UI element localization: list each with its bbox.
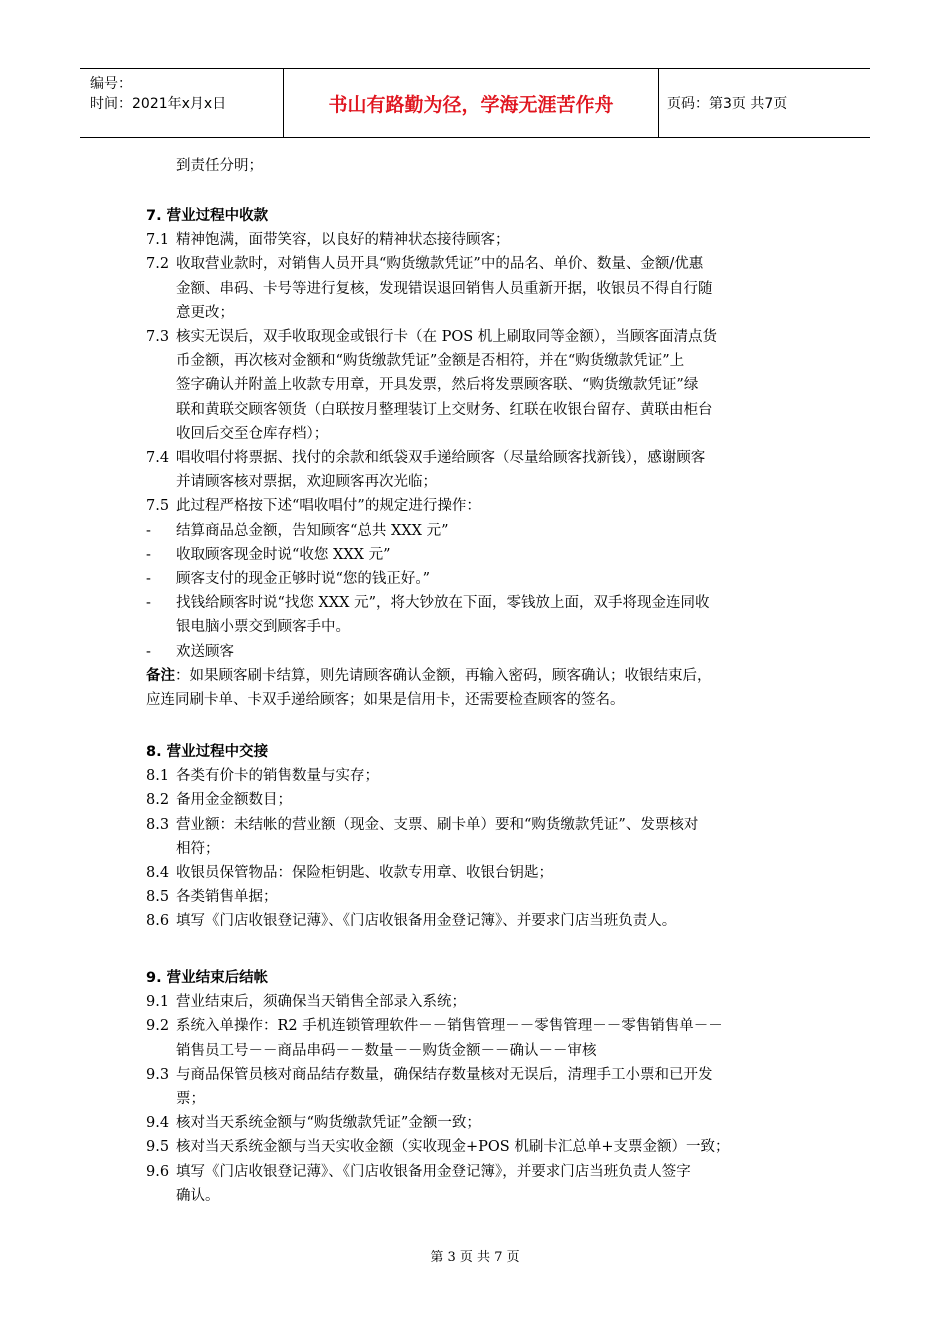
header-motto: 书山有路勤为径，学海无涯苦作舟 xyxy=(284,69,659,137)
doc-time-label: 时间：2021年x月x日 xyxy=(90,96,227,112)
section-title: 9. 营业结束后结帐 xyxy=(146,970,269,986)
header-page-number: 页码：第3页 共7页 xyxy=(667,96,788,112)
item-text-line: 填写《门店收银登记薄》、《门店收银备用金登记簿》，并要求门店当班负责人签字 xyxy=(176,1163,691,1180)
item-text-line: 联和黄联交顾客领货（白联按月整理装订上交财务、红联在收银台留存、黄联由柜台 xyxy=(176,401,713,418)
item-text-line: 票； xyxy=(176,1091,205,1107)
item-number: 8.1 xyxy=(146,768,170,785)
section-title: 7. 营业过程中收款 xyxy=(146,208,269,224)
item-text-line: 系统入单操作：R2 手机连锁管理软件－－销售管理－－零售管理－－零售销售单－－ xyxy=(176,1018,723,1035)
item-text-line: 收回后交至仓库存档）； xyxy=(176,425,329,442)
item-number: 8.3 xyxy=(146,816,170,833)
header-info-cell xyxy=(80,69,284,137)
item-text-line: 填写《门店收银登记薄》、《门店收银备用金登记簿》、并要求门店当班负责人。 xyxy=(176,913,677,930)
note-line: 应连同刷卡单、卡双手递给顾客；如果是信用卡，还需要检查顾客的签名。 xyxy=(146,692,625,708)
page-header xyxy=(80,68,870,138)
item-text-line: 确认。 xyxy=(176,1187,220,1204)
item-text-line: 收取顾客现金时说“收您 XXX 元” xyxy=(176,546,391,563)
section-title: 8. 营业过程中交接 xyxy=(146,744,269,760)
item-number: 7.5 xyxy=(146,498,170,515)
item-text-line: 精神饱满，面带笑容，以良好的精神状态接待顾客； xyxy=(176,232,510,249)
note-label: 备注 xyxy=(146,666,175,684)
item-text-line: 各类有价卡的销售数量与实存； xyxy=(176,768,379,785)
item-number: 9.4 xyxy=(146,1115,170,1132)
item-text-line: 收取营业款时，对销售人员开具“购货缴款凭证”中的品名、单价、数量、金额/优惠 xyxy=(176,256,704,273)
item-number: 9.3 xyxy=(146,1066,170,1083)
item-text-line: 备用金金额数目； xyxy=(176,792,292,809)
item-text-line: 营业结束后，须确保当天销售全部录入系统； xyxy=(176,994,466,1011)
item-text-line: 结算商品总金额，告知顾客“总共 XXX 元” xyxy=(176,522,449,539)
item-text-line: 欢送顾客 xyxy=(176,643,234,660)
item-text-line: 核对当天系统金额与“购货缴款凭证”金额一致； xyxy=(176,1115,481,1132)
item-text-line: 与商品保管员核对商品结存数量，确保结存数量核对无误后，清理手工小票和已开发 xyxy=(176,1066,713,1083)
page-footer: 第 3 页 共 7 页 xyxy=(430,1250,520,1265)
item-number: 9.6 xyxy=(146,1163,170,1180)
item-number: 7.3 xyxy=(146,329,170,345)
item-number: 9.1 xyxy=(146,994,170,1011)
item-text-line: 签字确认并附盖上收款专用章，开具发票，然后将发票顾客联、“购货缴款凭证”绿 xyxy=(176,377,699,394)
item-text-line: 唱收唱付将票据、找付的余款和纸袋双手递给顾客（尽量给顾客找新钱），感谢顾客 xyxy=(176,450,706,466)
item-text-line: 并请顾客核对票据，欢迎顾客再次光临； xyxy=(176,474,437,491)
intro-tail-text: 到责任分明； xyxy=(176,158,263,174)
note-line xyxy=(146,666,712,686)
item-number: 8.6 xyxy=(146,913,170,930)
item-text-line: 核实无误后，双手收取现金或银行卡（在 POS 机上刷取同等金额），当顾客面清点货 xyxy=(176,329,718,345)
note-text: ：如果顾客刷卡结算，则先请顾客确认金额，再输入密码，顾客确认；收银结束后， xyxy=(175,667,712,684)
doc-code-label: 编号： xyxy=(90,76,132,92)
item-text-line: 此过程严格按下述“唱收唱付”的规定进行操作： xyxy=(176,498,481,515)
item-text-line: 收银员保管物品：保险柜钥匙、收款专用章、收银台钥匙； xyxy=(176,865,553,881)
item-number: 9.5 xyxy=(146,1139,170,1156)
item-text-line: 营业额：未结帐的营业额（现金、支票、刷卡单）要和“购货缴款凭证”、发票核对 xyxy=(176,816,699,833)
item-number: 8.5 xyxy=(146,889,170,906)
item-number: 7.4 xyxy=(146,450,170,466)
item-text-line: 意更改； xyxy=(176,304,234,321)
item-number: 8.2 xyxy=(146,792,170,809)
item-text-line: 各类销售单据； xyxy=(176,889,278,906)
item-number: 8.4 xyxy=(146,865,170,881)
item-text-line: 销售员工号－－商品串码－－数量－－购货金额－－确认－－审核 xyxy=(176,1042,597,1059)
bullet-dash: - xyxy=(146,595,151,612)
item-text-line: 银电脑小票交到顾客手中。 xyxy=(176,619,350,636)
item-text-line: 金额、串码、卡号等进行复核，发现错误退回销售人员重新开据，收银员不得自行随 xyxy=(176,280,713,297)
bullet-dash: - xyxy=(146,522,151,539)
item-text-line: 币金额，再次核对金额和“购货缴款凭证”金额是否相符，并在“购货缴款凭证”上 xyxy=(176,353,685,370)
item-text-line: 核对当天系统金额与当天实收金额（实收现金+POS 机刷卡汇总单+支票金额）一致； xyxy=(176,1139,730,1156)
item-text-line: 找钱给顾客时说“找您 XXX 元”，将大钞放在下面，零钱放上面，双手将现金连同收 xyxy=(176,595,710,612)
item-text-line: 相符； xyxy=(176,840,220,857)
item-number: 7.2 xyxy=(146,256,170,273)
item-number: 9.2 xyxy=(146,1018,170,1035)
item-number: 7.1 xyxy=(146,232,170,249)
item-text-line: 顾客支付的现金正够时说“您的钱正好。” xyxy=(176,571,431,587)
bullet-dash: - xyxy=(146,571,151,587)
bullet-dash: - xyxy=(146,643,151,660)
bullet-dash: - xyxy=(146,546,151,563)
